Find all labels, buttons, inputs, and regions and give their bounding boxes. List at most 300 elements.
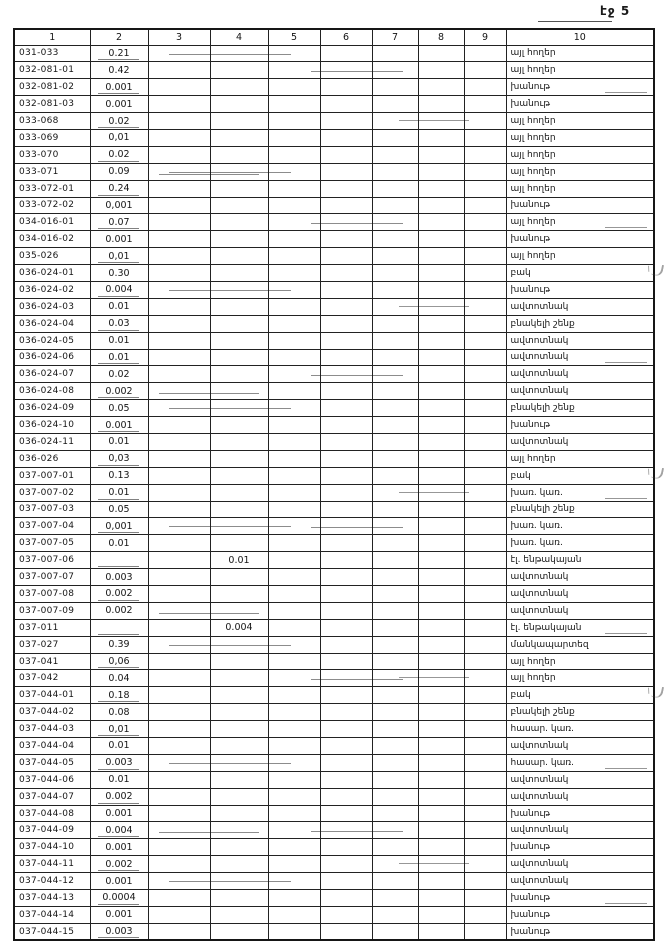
land-use-cell: խառ. կառ. <box>506 535 654 552</box>
empty-cell <box>148 315 210 332</box>
column-header-2: 2 <box>90 29 148 45</box>
area-value-cell: 0.001 <box>90 805 148 822</box>
empty-cell <box>320 788 372 805</box>
area-value-cell: 0.18 <box>90 687 148 704</box>
empty-cell <box>464 856 506 873</box>
empty-cell <box>372 518 418 535</box>
area-col4-cell <box>210 79 268 96</box>
area-col4-cell <box>210 265 268 282</box>
area-value-cell: 0.003 <box>90 923 148 940</box>
land-use-cell: խանութ <box>506 197 654 214</box>
empty-cell <box>268 805 320 822</box>
empty-cell <box>148 450 210 467</box>
land-use-cell: խանութ <box>506 96 654 113</box>
empty-cell <box>464 265 506 282</box>
table-row <box>14 906 654 923</box>
land-use-cell: բակ <box>506 687 654 704</box>
area-value-cell: 0.01 <box>90 349 148 366</box>
empty-cell <box>464 805 506 822</box>
empty-cell <box>268 890 320 907</box>
handwritten-pen-mark <box>651 466 664 480</box>
area-col4-cell <box>210 366 268 383</box>
area-value-cell: 0.01 <box>90 332 148 349</box>
area-value-cell: 0.001 <box>90 417 148 434</box>
empty-cell <box>464 332 506 349</box>
parcel-code-cell: 036-024-03 <box>14 298 90 315</box>
parcel-code-cell: 037-007-03 <box>14 501 90 518</box>
empty-cell <box>464 383 506 400</box>
parcel-code-cell: 037-044-13 <box>14 890 90 907</box>
area-col4-cell <box>210 417 268 434</box>
table-row <box>14 298 654 315</box>
area-col4-cell: 0.004 <box>210 619 268 636</box>
empty-cell <box>268 518 320 535</box>
empty-cell <box>148 467 210 484</box>
empty-cell <box>464 484 506 501</box>
table-row <box>14 332 654 349</box>
parcel-code-cell: 037-007-06 <box>14 552 90 569</box>
empty-cell <box>320 839 372 856</box>
area-col4-cell <box>210 721 268 738</box>
empty-cell <box>320 873 372 890</box>
empty-cell <box>418 771 464 788</box>
land-use-cell: էլ. ենթակայան <box>506 552 654 569</box>
empty-cell <box>320 704 372 721</box>
empty-cell <box>320 281 372 298</box>
table-row <box>14 552 654 569</box>
table-row <box>14 619 654 636</box>
empty-cell <box>418 180 464 197</box>
empty-cell <box>320 890 372 907</box>
empty-cell <box>320 906 372 923</box>
empty-cell <box>418 636 464 653</box>
area-col4-cell <box>210 923 268 940</box>
column-header-8: 8 <box>418 29 464 45</box>
table-row <box>14 450 654 467</box>
empty-cell <box>320 552 372 569</box>
empty-cell <box>148 586 210 603</box>
empty-cell <box>418 417 464 434</box>
empty-cell <box>464 535 506 552</box>
empty-cell <box>418 890 464 907</box>
land-use-cell: ավտոտնակ <box>506 822 654 839</box>
parcel-code-cell: 037-044-04 <box>14 738 90 755</box>
area-col4-cell <box>210 636 268 653</box>
table-row <box>14 805 654 822</box>
empty-cell <box>148 366 210 383</box>
empty-cell <box>418 197 464 214</box>
empty-cell <box>372 231 418 248</box>
table-row <box>14 45 654 62</box>
area-value-cell: 0.05 <box>90 400 148 417</box>
empty-cell <box>418 805 464 822</box>
area-col4-cell <box>210 450 268 467</box>
empty-cell <box>268 433 320 450</box>
empty-cell <box>464 738 506 755</box>
empty-cell <box>320 653 372 670</box>
parcel-code-cell: 034-016-02 <box>14 231 90 248</box>
empty-cell <box>372 839 418 856</box>
area-value-cell: 0.003 <box>90 754 148 771</box>
parcel-code-cell: 036-026 <box>14 450 90 467</box>
empty-cell <box>418 906 464 923</box>
empty-cell <box>464 129 506 146</box>
land-use-cell: այլ հողեր <box>506 653 654 670</box>
empty-cell <box>418 569 464 586</box>
table-body <box>14 45 654 940</box>
empty-cell <box>320 433 372 450</box>
parcel-code-cell: 033-071 <box>14 163 90 180</box>
land-use-cell: ավտոտնակ <box>506 332 654 349</box>
table-row <box>14 79 654 96</box>
area-value-cell: 0.004 <box>90 822 148 839</box>
empty-cell <box>372 738 418 755</box>
empty-cell <box>464 873 506 890</box>
empty-cell <box>464 231 506 248</box>
area-col4-cell <box>210 484 268 501</box>
parcel-code-cell: 036-024-01 <box>14 265 90 282</box>
empty-cell <box>372 62 418 79</box>
empty-cell <box>464 417 506 434</box>
land-use-cell: այլ հողեր <box>506 113 654 130</box>
empty-cell <box>464 687 506 704</box>
empty-cell <box>464 670 506 687</box>
parcel-code-cell: 037-044-06 <box>14 771 90 788</box>
area-value-cell: 0.02 <box>90 113 148 130</box>
column-header-3: 3 <box>148 29 210 45</box>
empty-cell <box>320 738 372 755</box>
table-header-row <box>14 29 654 45</box>
empty-cell <box>464 788 506 805</box>
empty-cell <box>372 400 418 417</box>
empty-cell <box>418 738 464 755</box>
parcel-code-cell: 033-068 <box>14 113 90 130</box>
empty-cell <box>268 822 320 839</box>
parcel-code-cell: 037-007-02 <box>14 484 90 501</box>
empty-cell <box>320 129 372 146</box>
empty-cell <box>320 146 372 163</box>
page-number-label: էջ 5 <box>600 4 631 18</box>
area-col4-cell: 0.01 <box>210 552 268 569</box>
empty-cell <box>148 197 210 214</box>
area-col4-cell <box>210 771 268 788</box>
area-value-cell: 0,03 <box>90 450 148 467</box>
table-row <box>14 366 654 383</box>
area-col4-cell <box>210 906 268 923</box>
empty-cell <box>268 839 320 856</box>
empty-cell <box>320 417 372 434</box>
empty-cell <box>372 552 418 569</box>
empty-cell <box>372 146 418 163</box>
land-use-cell: այլ հողեր <box>506 450 654 467</box>
area-value-cell: 0.002 <box>90 788 148 805</box>
table-row <box>14 197 654 214</box>
table-row <box>14 180 654 197</box>
empty-cell <box>372 129 418 146</box>
empty-cell <box>372 265 418 282</box>
empty-cell <box>148 298 210 315</box>
column-header-7: 7 <box>372 29 418 45</box>
page-label-underline <box>538 21 612 22</box>
empty-cell <box>268 653 320 670</box>
table-row <box>14 839 654 856</box>
empty-cell <box>148 687 210 704</box>
empty-cell <box>418 788 464 805</box>
area-value-cell <box>90 552 148 569</box>
table-row <box>14 214 654 231</box>
empty-cell <box>418 687 464 704</box>
empty-cell <box>148 771 210 788</box>
empty-cell <box>148 129 210 146</box>
land-use-cell: բնակելի շենք <box>506 704 654 721</box>
area-value-cell: 0.02 <box>90 146 148 163</box>
empty-cell <box>464 653 506 670</box>
area-value-cell: 0.42 <box>90 62 148 79</box>
empty-cell <box>372 569 418 586</box>
parcel-code-cell: 036-024-11 <box>14 433 90 450</box>
empty-cell <box>320 856 372 873</box>
empty-cell <box>372 704 418 721</box>
empty-cell <box>320 366 372 383</box>
empty-cell <box>418 552 464 569</box>
empty-cell <box>418 45 464 62</box>
empty-cell <box>372 366 418 383</box>
empty-cell <box>268 535 320 552</box>
empty-cell <box>320 636 372 653</box>
land-use-cell: ավտոտնակ <box>506 771 654 788</box>
empty-cell <box>268 754 320 771</box>
empty-cell <box>418 146 464 163</box>
empty-cell <box>268 873 320 890</box>
empty-cell <box>372 214 418 231</box>
land-use-cell: այլ հողեր <box>506 180 654 197</box>
parcel-code-cell: 036-024-04 <box>14 315 90 332</box>
empty-cell <box>268 417 320 434</box>
empty-cell <box>320 248 372 265</box>
table-row <box>14 113 654 130</box>
empty-cell <box>464 349 506 366</box>
empty-cell <box>464 163 506 180</box>
area-value-cell: 0.01 <box>90 298 148 315</box>
empty-cell <box>372 332 418 349</box>
table-row <box>14 754 654 771</box>
area-value-cell: 0,001 <box>90 518 148 535</box>
empty-cell <box>320 163 372 180</box>
parcel-code-cell: 037-007-05 <box>14 535 90 552</box>
land-use-cell: բնակելի շենք <box>506 501 654 518</box>
land-use-cell: ավտոտնակ <box>506 738 654 755</box>
empty-cell <box>268 180 320 197</box>
parcel-code-cell: 037-044-03 <box>14 721 90 738</box>
area-col4-cell <box>210 180 268 197</box>
parcel-code-cell: 032-081-01 <box>14 62 90 79</box>
empty-cell <box>320 265 372 282</box>
area-col4-cell <box>210 62 268 79</box>
empty-cell <box>418 721 464 738</box>
empty-cell <box>418 366 464 383</box>
table-row <box>14 467 654 484</box>
table-row <box>14 248 654 265</box>
empty-cell <box>418 839 464 856</box>
empty-cell <box>464 96 506 113</box>
empty-cell <box>372 535 418 552</box>
area-value-cell: 0.05 <box>90 501 148 518</box>
area-col4-cell <box>210 349 268 366</box>
parcel-code-cell: 033-072-02 <box>14 197 90 214</box>
empty-cell <box>268 923 320 940</box>
table-row <box>14 586 654 603</box>
empty-cell <box>418 163 464 180</box>
empty-cell <box>148 653 210 670</box>
empty-cell <box>320 586 372 603</box>
empty-cell <box>148 265 210 282</box>
empty-cell <box>418 79 464 96</box>
land-use-cell: ավտոտնակ <box>506 383 654 400</box>
empty-cell <box>268 704 320 721</box>
land-use-cell: բակ <box>506 265 654 282</box>
empty-cell <box>320 400 372 417</box>
empty-cell <box>372 433 418 450</box>
empty-cell <box>268 450 320 467</box>
empty-cell <box>320 113 372 130</box>
empty-cell <box>268 687 320 704</box>
empty-cell <box>464 890 506 907</box>
empty-cell <box>268 484 320 501</box>
empty-cell <box>268 163 320 180</box>
empty-cell <box>372 467 418 484</box>
area-value-cell: 0.07 <box>90 214 148 231</box>
empty-cell <box>464 906 506 923</box>
area-col4-cell <box>210 96 268 113</box>
empty-cell <box>372 788 418 805</box>
empty-cell <box>418 62 464 79</box>
empty-cell <box>372 873 418 890</box>
area-value-cell: 0.04 <box>90 670 148 687</box>
parcel-code-cell: 033-070 <box>14 146 90 163</box>
empty-cell <box>268 670 320 687</box>
cadastre-table <box>13 28 655 941</box>
handwritten-pen-mark <box>651 685 664 699</box>
area-col4-cell <box>210 146 268 163</box>
parcel-code-cell: 037-007-09 <box>14 602 90 619</box>
empty-cell <box>418 754 464 771</box>
empty-cell <box>320 619 372 636</box>
parcel-code-cell: 037-044-14 <box>14 906 90 923</box>
empty-cell <box>418 214 464 231</box>
empty-cell <box>320 62 372 79</box>
empty-cell <box>372 315 418 332</box>
area-col4-cell <box>210 822 268 839</box>
land-use-cell: այլ հողեր <box>506 670 654 687</box>
area-value-cell: 0,01 <box>90 721 148 738</box>
table-row <box>14 315 654 332</box>
empty-cell <box>464 248 506 265</box>
empty-cell <box>148 856 210 873</box>
empty-cell <box>418 248 464 265</box>
empty-cell <box>464 923 506 940</box>
area-value-cell: 0.30 <box>90 265 148 282</box>
empty-cell <box>148 417 210 434</box>
area-col4-cell <box>210 873 268 890</box>
empty-cell <box>418 704 464 721</box>
land-use-cell: ավտոտնակ <box>506 349 654 366</box>
area-value-cell: 0.001 <box>90 231 148 248</box>
empty-cell <box>320 687 372 704</box>
empty-cell <box>148 332 210 349</box>
area-value-cell: 0.21 <box>90 45 148 62</box>
empty-cell <box>320 805 372 822</box>
empty-cell <box>320 45 372 62</box>
area-col4-cell <box>210 788 268 805</box>
empty-cell <box>372 805 418 822</box>
empty-cell <box>268 315 320 332</box>
empty-cell <box>320 771 372 788</box>
parcel-code-cell: 037-011 <box>14 619 90 636</box>
empty-cell <box>464 45 506 62</box>
empty-cell <box>372 602 418 619</box>
table-row <box>14 856 654 873</box>
empty-cell <box>148 180 210 197</box>
area-col4-cell <box>210 518 268 535</box>
empty-cell <box>268 366 320 383</box>
area-col4-cell <box>210 163 268 180</box>
empty-cell <box>320 822 372 839</box>
empty-cell <box>418 349 464 366</box>
empty-cell <box>372 417 418 434</box>
land-use-cell: այլ հողեր <box>506 62 654 79</box>
empty-cell <box>148 738 210 755</box>
table-row <box>14 146 654 163</box>
empty-cell <box>372 450 418 467</box>
land-use-cell: խանութ <box>506 839 654 856</box>
empty-cell <box>148 721 210 738</box>
empty-cell <box>418 923 464 940</box>
empty-cell <box>464 822 506 839</box>
area-value-cell: 0,06 <box>90 653 148 670</box>
parcel-code-cell: 037-044-05 <box>14 754 90 771</box>
area-col4-cell <box>210 839 268 856</box>
parcel-code-cell: 036-024-08 <box>14 383 90 400</box>
parcel-code-cell: 037-007-08 <box>14 586 90 603</box>
land-use-cell: այլ հողեր <box>506 214 654 231</box>
empty-cell <box>268 788 320 805</box>
area-col4-cell <box>210 670 268 687</box>
table-row <box>14 383 654 400</box>
empty-cell <box>148 569 210 586</box>
empty-cell <box>372 822 418 839</box>
table-row <box>14 569 654 586</box>
land-use-cell: բնակելի շենք <box>506 400 654 417</box>
area-col4-cell <box>210 805 268 822</box>
empty-cell <box>372 619 418 636</box>
empty-cell <box>320 349 372 366</box>
empty-cell <box>464 450 506 467</box>
land-use-cell: ավտոտնակ <box>506 366 654 383</box>
empty-cell <box>372 281 418 298</box>
area-col4-cell <box>210 467 268 484</box>
parcel-code-cell: 036-024-06 <box>14 349 90 366</box>
empty-cell <box>418 822 464 839</box>
empty-cell <box>268 569 320 586</box>
parcel-code-cell: 033-069 <box>14 129 90 146</box>
area-value-cell: 0.003 <box>90 569 148 586</box>
empty-cell <box>148 602 210 619</box>
table-row <box>14 890 654 907</box>
land-use-cell: էլ. ենթակայան <box>506 619 654 636</box>
empty-cell <box>418 433 464 450</box>
empty-cell <box>320 923 372 940</box>
area-col4-cell <box>210 856 268 873</box>
